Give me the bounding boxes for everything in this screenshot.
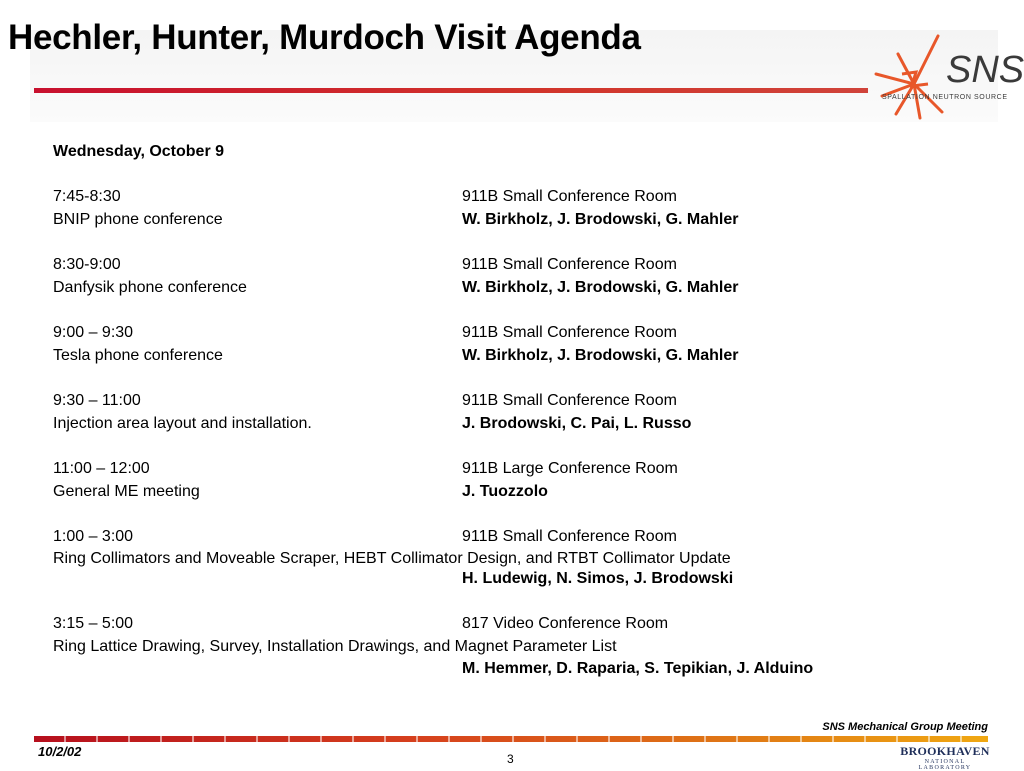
sns-logo (872, 32, 1024, 122)
agenda-item (53, 390, 993, 435)
agenda-attendees: J. Tuozzolo (462, 482, 548, 500)
footer-date: 10/2/02 (38, 744, 82, 759)
agenda-attendees: H. Ludewig, N. Simos, J. Brodowski (462, 569, 734, 587)
logo-rays (876, 36, 942, 118)
agenda-room: 817 Video Conference Room (462, 615, 669, 632)
agenda-topic: Ring Lattice Drawing, Survey, Installation Drawings, and Magnet Parameter List (53, 637, 617, 655)
agenda-time: 1:00 – 3:00 (53, 528, 134, 545)
agenda-topic: Ring Collimators and Moveable Scraper, HEBT Collimator Design, and RTBT Collimator Update (53, 549, 731, 567)
logo-text: SNS (946, 49, 1024, 91)
agenda-time: 7:45-8:30 (53, 188, 121, 205)
brookhaven-logo (900, 744, 990, 771)
agenda-attendees: J. Brodowski, C. Pai, L. Russo (462, 414, 692, 432)
brookhaven-logo-main: BROOKHAVEN (900, 744, 990, 758)
agenda-attendees: W. Birkholz, J. Brodowski, G. Mahler (462, 278, 739, 296)
agenda-item (53, 526, 993, 590)
slide-title: Hechler, Hunter, Murdoch Visit Agenda (8, 18, 641, 57)
title-rule (34, 88, 868, 93)
agenda-item (53, 458, 993, 503)
agenda-topic: BNIP phone conference (53, 210, 223, 228)
agenda-time: 9:00 – 9:30 (53, 324, 134, 341)
logo-subtext: SPALLATION NEUTRON SOURCE (882, 94, 1008, 101)
agenda-attendees: M. Hemmer, D. Raparia, S. Tepikian, J. Alduino (462, 660, 814, 677)
agenda-time: 9:30 – 11:00 (53, 392, 141, 409)
agenda-topic: Danfysik phone conference (53, 278, 247, 296)
agenda-time: 3:15 – 5:00 (53, 615, 134, 632)
agenda-attendees: W. Birkholz, J. Brodowski, G. Mahler (462, 346, 739, 364)
agenda-item (53, 613, 993, 681)
agenda-room: 911B Small Conference Room (462, 256, 677, 273)
agenda-room: 911B Small Conference Room (462, 528, 677, 545)
agenda-room: 911B Small Conference Room (462, 188, 677, 205)
agenda-item (53, 254, 993, 299)
agenda-time: 8:30-9:00 (53, 256, 121, 273)
agenda-room: 911B Small Conference Room (462, 392, 677, 409)
agenda-attendees: W. Birkholz, J. Brodowski, G. Mahler (462, 210, 739, 228)
agenda-room: 911B Small Conference Room (462, 324, 677, 341)
agenda-item (53, 322, 993, 367)
agenda-topic: General ME meeting (53, 482, 200, 500)
agenda-topic: Injection area layout and installation. (53, 414, 312, 432)
brookhaven-logo-sub: NATIONAL LABORATORY (918, 759, 972, 771)
agenda-topic: Tesla phone conference (53, 346, 223, 364)
agenda-day: Wednesday, October 9 (53, 143, 225, 160)
agenda-room: 911B Large Conference Room (462, 460, 678, 477)
page-number: 3 (507, 752, 514, 766)
agenda (53, 141, 993, 681)
footer-rule-ticks (34, 736, 988, 742)
footer-meeting-name: SNS Mechanical Group Meeting (822, 721, 988, 733)
agenda-time: 11:00 – 12:00 (53, 460, 150, 477)
agenda-item (53, 186, 993, 231)
